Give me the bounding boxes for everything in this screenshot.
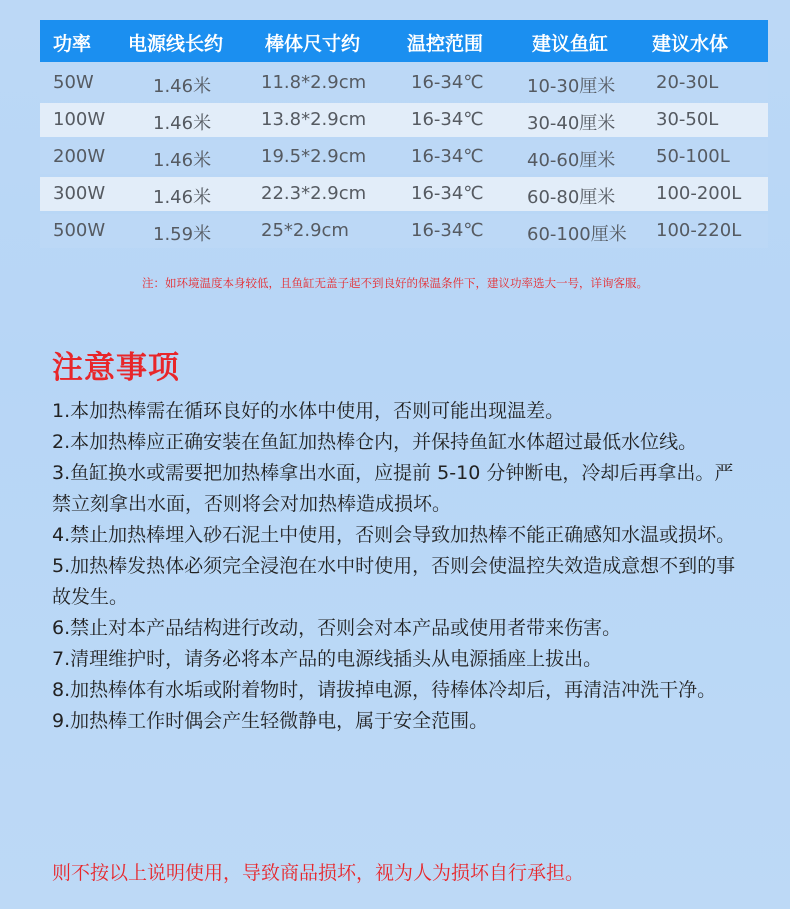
cell-suggested-tank: 30-40厘米 <box>527 113 616 134</box>
table-row <box>40 66 768 100</box>
spec-table-header <box>40 20 768 62</box>
cell-suggested-volume: 100-220L <box>656 220 742 241</box>
cell-suggested-tank: 60-80厘米 <box>527 187 616 208</box>
header-cable-length: 电源线长约 <box>128 33 224 55</box>
cell-temp-range: 16-34℃ <box>411 220 484 241</box>
cell-suggested-tank: 10-30厘米 <box>527 76 616 97</box>
cell-rod-size: 13.8*2.9cm <box>261 109 367 130</box>
cell-cable-length: 1.46米 <box>153 76 212 97</box>
precautions-list <box>52 396 742 737</box>
cell-suggested-volume: 50-100L <box>656 146 730 167</box>
cell-power: 500W <box>53 220 106 241</box>
cell-suggested-volume: 20-30L <box>656 72 719 93</box>
list-item: 8.加热棒体有水垢或附着物时，请拔掉电源，待棒体冷却后，再清洁冲洗干净。 <box>52 679 717 701</box>
spec-table <box>40 66 768 251</box>
cell-power: 50W <box>53 72 94 93</box>
section-title: 注意事项 <box>52 350 180 386</box>
cell-rod-size: 22.3*2.9cm <box>261 183 367 204</box>
list-item: 6.禁止对本产品结构进行改动，否则会对本产品或使用者带来伤害。 <box>52 617 622 639</box>
list-item: 1.本加热棒需在循环良好的水体中使用，否则可能出现温差。 <box>52 400 565 422</box>
cell-power: 100W <box>53 109 106 130</box>
header-suggested-volume: 建议水体 <box>652 33 729 55</box>
cell-power: 200W <box>53 146 106 167</box>
list-item: 4.禁止加热棒埋入砂石泥土中使用，否则会导致加热棒不能正确感知水温或损坏。 <box>52 524 736 546</box>
list-item: 7.清理维护时，请务必将本产品的电源线插头从电源插座上拔出。 <box>52 648 603 670</box>
cell-cable-length: 1.59米 <box>153 224 212 245</box>
cell-suggested-volume: 30-50L <box>656 109 719 130</box>
cell-rod-size: 19.5*2.9cm <box>261 146 367 167</box>
cell-rod-size: 11.8*2.9cm <box>261 72 367 93</box>
table-row <box>40 214 768 248</box>
disclaimer-text: 则不按以上说明使用，导致商品损坏，视为人为损坏自行承担。 <box>52 862 585 884</box>
cell-rod-size: 25*2.9cm <box>261 220 349 241</box>
cell-cable-length: 1.46米 <box>153 150 212 171</box>
cell-suggested-volume: 100-200L <box>656 183 742 204</box>
cell-suggested-tank: 60-100厘米 <box>527 224 627 245</box>
list-item: 9.加热棒工作时偶会产生轻微静电，属于安全范围。 <box>52 710 489 732</box>
cell-temp-range: 16-34℃ <box>411 72 484 93</box>
header-rod-size: 棒体尺寸约 <box>265 33 361 55</box>
power-advice-note: 注：如环境温度本身较低，且鱼缸无盖子起不到良好的保温条件下，建议功率选大一号，详询客服。 <box>142 276 648 290</box>
header-temp-range: 温控范围 <box>407 33 484 55</box>
header-suggested-tank: 建议鱼缸 <box>532 33 609 55</box>
cell-cable-length: 1.46米 <box>153 113 212 134</box>
table-row <box>40 140 768 174</box>
list-item: 2.本加热棒应正确安装在鱼缸加热棒仓内，并保持鱼缸水体超过最低水位线。 <box>52 431 698 453</box>
cell-power: 300W <box>53 183 106 204</box>
table-row <box>40 177 768 211</box>
cell-temp-range: 16-34℃ <box>411 146 484 167</box>
table-row <box>40 103 768 137</box>
list-item: 5.加热棒发热体必须完全浸泡在水中时使用，否则会使温控失效造成意想不到的事故发生。 <box>52 555 736 608</box>
cell-temp-range: 16-34℃ <box>411 109 484 130</box>
header-power: 功率 <box>53 33 92 55</box>
cell-suggested-tank: 40-60厘米 <box>527 150 616 171</box>
list-item: 3.鱼缸换水或需要把加热棒拿出水面，应提前 5-10 分钟断电，冷却后再拿出。严禁立刻拿出水面，否则将会对加热棒造成损坏。 <box>52 462 734 515</box>
cell-cable-length: 1.46米 <box>153 187 212 208</box>
cell-temp-range: 16-34℃ <box>411 183 484 204</box>
